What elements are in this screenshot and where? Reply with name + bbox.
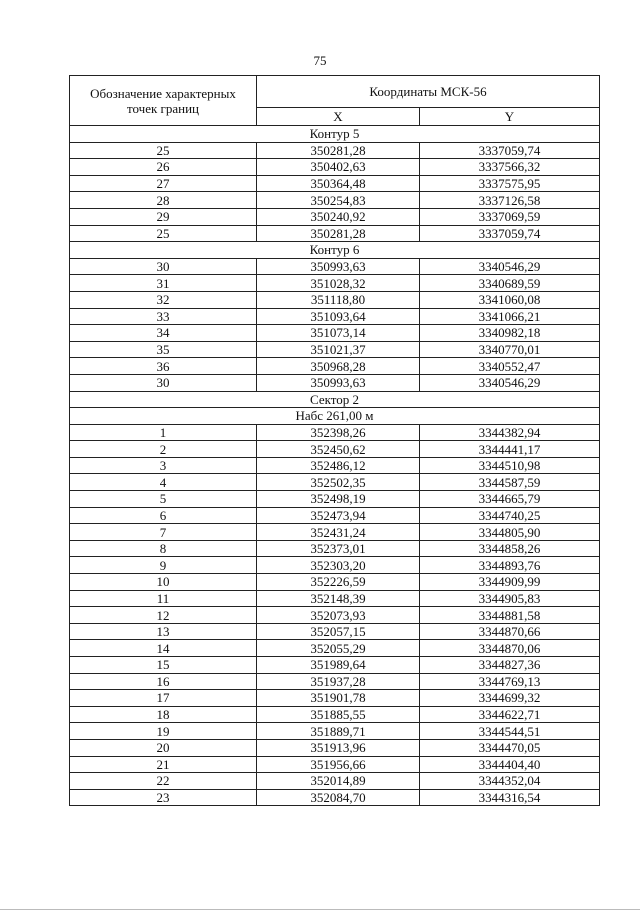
x-coordinate-cell: 352486,12 (257, 457, 420, 474)
point-id-cell: 36 (70, 358, 257, 375)
y-coordinate-cell: 3337059,74 (420, 142, 600, 159)
x-coordinate-cell: 351021,37 (257, 341, 420, 358)
x-coordinate-cell: 352431,24 (257, 524, 420, 541)
y-coordinate-cell: 3344544,51 (420, 723, 600, 740)
section-title-row (70, 408, 600, 425)
table-row (70, 225, 600, 242)
x-coordinate-cell: 352057,15 (257, 623, 420, 640)
x-coordinate-cell: 352148,39 (257, 590, 420, 607)
y-coordinate-cell: 3340982,18 (420, 325, 600, 342)
section-title-row (70, 242, 600, 259)
point-id-cell: 30 (70, 258, 257, 275)
table-row (70, 291, 600, 308)
table-row (70, 208, 600, 225)
table-header (70, 76, 600, 126)
x-coordinate-cell: 351093,64 (257, 308, 420, 325)
y-coordinate-cell: 3344905,83 (420, 590, 600, 607)
point-id-cell: 14 (70, 640, 257, 657)
y-coordinate-cell: 3344805,90 (420, 524, 600, 541)
y-coordinate-cell: 3340770,01 (420, 341, 600, 358)
point-id-cell: 8 (70, 540, 257, 557)
point-id-cell: 13 (70, 623, 257, 640)
point-id-cell: 25 (70, 225, 257, 242)
table-row (70, 574, 600, 591)
y-coordinate-cell: 3344352,04 (420, 773, 600, 790)
x-coordinate-cell: 351889,71 (257, 723, 420, 740)
y-coordinate-cell: 3344881,58 (420, 607, 600, 624)
section-title: Контур 5 (70, 126, 600, 143)
header-coordinates: Координаты МСК-56 (257, 76, 600, 108)
table-row (70, 789, 600, 806)
x-coordinate-cell: 352226,59 (257, 574, 420, 591)
y-coordinate-cell: 3344870,66 (420, 623, 600, 640)
x-coordinate-cell: 352084,70 (257, 789, 420, 806)
x-coordinate-cell: 350254,83 (257, 192, 420, 209)
x-coordinate-cell: 351118,80 (257, 291, 420, 308)
point-id-cell: 5 (70, 491, 257, 508)
point-id-cell: 10 (70, 574, 257, 591)
x-coordinate-cell: 352398,26 (257, 424, 420, 441)
y-coordinate-cell: 3344404,40 (420, 756, 600, 773)
table-row (70, 258, 600, 275)
x-coordinate-cell: 352473,94 (257, 507, 420, 524)
x-coordinate-cell: 350281,28 (257, 225, 420, 242)
section-title-row (70, 126, 600, 143)
x-coordinate-cell: 350993,63 (257, 374, 420, 391)
y-coordinate-cell: 3344316,54 (420, 789, 600, 806)
table-row (70, 739, 600, 756)
y-coordinate-cell: 3344470,05 (420, 739, 600, 756)
point-id-cell: 20 (70, 739, 257, 756)
section-title-row (70, 391, 600, 408)
header-boundary-points-text: Обозначение характерных точек границ (90, 85, 236, 116)
point-id-cell: 28 (70, 192, 257, 209)
y-coordinate-cell: 3344893,76 (420, 557, 600, 574)
point-id-cell: 15 (70, 657, 257, 674)
table-row (70, 358, 600, 375)
point-id-cell: 6 (70, 507, 257, 524)
point-id-cell: 7 (70, 524, 257, 541)
table-row (70, 540, 600, 557)
y-coordinate-cell: 3337069,59 (420, 208, 600, 225)
point-id-cell: 25 (70, 142, 257, 159)
point-id-cell: 19 (70, 723, 257, 740)
table-body (70, 126, 600, 806)
y-coordinate-cell: 3340546,29 (420, 374, 600, 391)
table-row (70, 623, 600, 640)
header-boundary-points (70, 76, 257, 126)
y-coordinate-cell: 3341066,21 (420, 308, 600, 325)
y-coordinate-cell: 3344740,25 (420, 507, 600, 524)
table-row (70, 308, 600, 325)
x-coordinate-cell: 351028,32 (257, 275, 420, 292)
point-id-cell: 30 (70, 374, 257, 391)
y-coordinate-cell: 3344510,98 (420, 457, 600, 474)
y-coordinate-cell: 3337126,58 (420, 192, 600, 209)
y-coordinate-cell: 3344441,17 (420, 441, 600, 458)
point-id-cell: 4 (70, 474, 257, 491)
x-coordinate-cell: 351901,78 (257, 690, 420, 707)
table-row (70, 524, 600, 541)
x-coordinate-cell: 351956,66 (257, 756, 420, 773)
x-coordinate-cell: 352055,29 (257, 640, 420, 657)
table-row (70, 706, 600, 723)
point-id-cell: 22 (70, 773, 257, 790)
table-row (70, 557, 600, 574)
point-id-cell: 17 (70, 690, 257, 707)
x-coordinate-cell: 350281,28 (257, 142, 420, 159)
y-coordinate-cell: 3344870,06 (420, 640, 600, 657)
point-id-cell: 35 (70, 341, 257, 358)
point-id-cell: 26 (70, 159, 257, 176)
y-coordinate-cell: 3337566,32 (420, 159, 600, 176)
header-y: Y (420, 108, 600, 126)
section-title: Набс 261,00 м (70, 408, 600, 425)
y-coordinate-cell: 3340552,47 (420, 358, 600, 375)
table-row (70, 374, 600, 391)
y-coordinate-cell: 3344909,99 (420, 574, 600, 591)
table-row (70, 142, 600, 159)
x-coordinate-cell: 351937,28 (257, 673, 420, 690)
table-row (70, 690, 600, 707)
y-coordinate-cell: 3341060,08 (420, 291, 600, 308)
x-coordinate-cell: 351885,55 (257, 706, 420, 723)
header-x: X (257, 108, 420, 126)
y-coordinate-cell: 3337575,95 (420, 175, 600, 192)
y-coordinate-cell: 3344827,36 (420, 657, 600, 674)
table-row (70, 192, 600, 209)
x-coordinate-cell: 351073,14 (257, 325, 420, 342)
point-id-cell: 33 (70, 308, 257, 325)
table-row (70, 773, 600, 790)
x-coordinate-cell: 350364,48 (257, 175, 420, 192)
y-coordinate-cell: 3344587,59 (420, 474, 600, 491)
table-row (70, 607, 600, 624)
point-id-cell: 11 (70, 590, 257, 607)
coordinates-table (69, 75, 600, 806)
table-row (70, 657, 600, 674)
point-id-cell: 12 (70, 607, 257, 624)
x-coordinate-cell: 352502,35 (257, 474, 420, 491)
y-coordinate-cell: 3344858,26 (420, 540, 600, 557)
y-coordinate-cell: 3340689,59 (420, 275, 600, 292)
y-coordinate-cell: 3344665,79 (420, 491, 600, 508)
table-row (70, 507, 600, 524)
x-coordinate-cell: 350402,63 (257, 159, 420, 176)
table-row (70, 175, 600, 192)
table-row (70, 325, 600, 342)
x-coordinate-cell: 352303,20 (257, 557, 420, 574)
point-id-cell: 31 (70, 275, 257, 292)
scan-edge-line (0, 909, 640, 910)
point-id-cell: 23 (70, 789, 257, 806)
point-id-cell: 16 (70, 673, 257, 690)
table-row (70, 640, 600, 657)
x-coordinate-cell: 352450,62 (257, 441, 420, 458)
point-id-cell: 32 (70, 291, 257, 308)
x-coordinate-cell: 350993,63 (257, 258, 420, 275)
table-row (70, 441, 600, 458)
point-id-cell: 29 (70, 208, 257, 225)
table-row (70, 590, 600, 607)
table-row (70, 457, 600, 474)
x-coordinate-cell: 351913,96 (257, 739, 420, 756)
table-row (70, 673, 600, 690)
point-id-cell: 3 (70, 457, 257, 474)
table-row (70, 341, 600, 358)
point-id-cell: 18 (70, 706, 257, 723)
table-row (70, 723, 600, 740)
x-coordinate-cell: 352373,01 (257, 540, 420, 557)
point-id-cell: 27 (70, 175, 257, 192)
point-id-cell: 21 (70, 756, 257, 773)
x-coordinate-cell: 352073,93 (257, 607, 420, 624)
point-id-cell: 34 (70, 325, 257, 342)
page-number: 75 (313, 53, 327, 68)
y-coordinate-cell: 3344769,13 (420, 673, 600, 690)
table-row (70, 275, 600, 292)
y-coordinate-cell: 3344699,32 (420, 690, 600, 707)
table-row (70, 756, 600, 773)
point-id-cell: 9 (70, 557, 257, 574)
x-coordinate-cell: 351989,64 (257, 657, 420, 674)
table-row (70, 159, 600, 176)
y-coordinate-cell: 3340546,29 (420, 258, 600, 275)
table-row (70, 474, 600, 491)
x-coordinate-cell: 352498,19 (257, 491, 420, 508)
y-coordinate-cell: 3344382,94 (420, 424, 600, 441)
table-row (70, 424, 600, 441)
x-coordinate-cell: 352014,89 (257, 773, 420, 790)
point-id-cell: 1 (70, 424, 257, 441)
point-id-cell: 2 (70, 441, 257, 458)
x-coordinate-cell: 350968,28 (257, 358, 420, 375)
section-title: Контур 6 (70, 242, 600, 259)
table-row (70, 491, 600, 508)
x-coordinate-cell: 350240,92 (257, 208, 420, 225)
y-coordinate-cell: 3344622,71 (420, 706, 600, 723)
section-title: Сектор 2 (70, 391, 600, 408)
y-coordinate-cell: 3337059,74 (420, 225, 600, 242)
